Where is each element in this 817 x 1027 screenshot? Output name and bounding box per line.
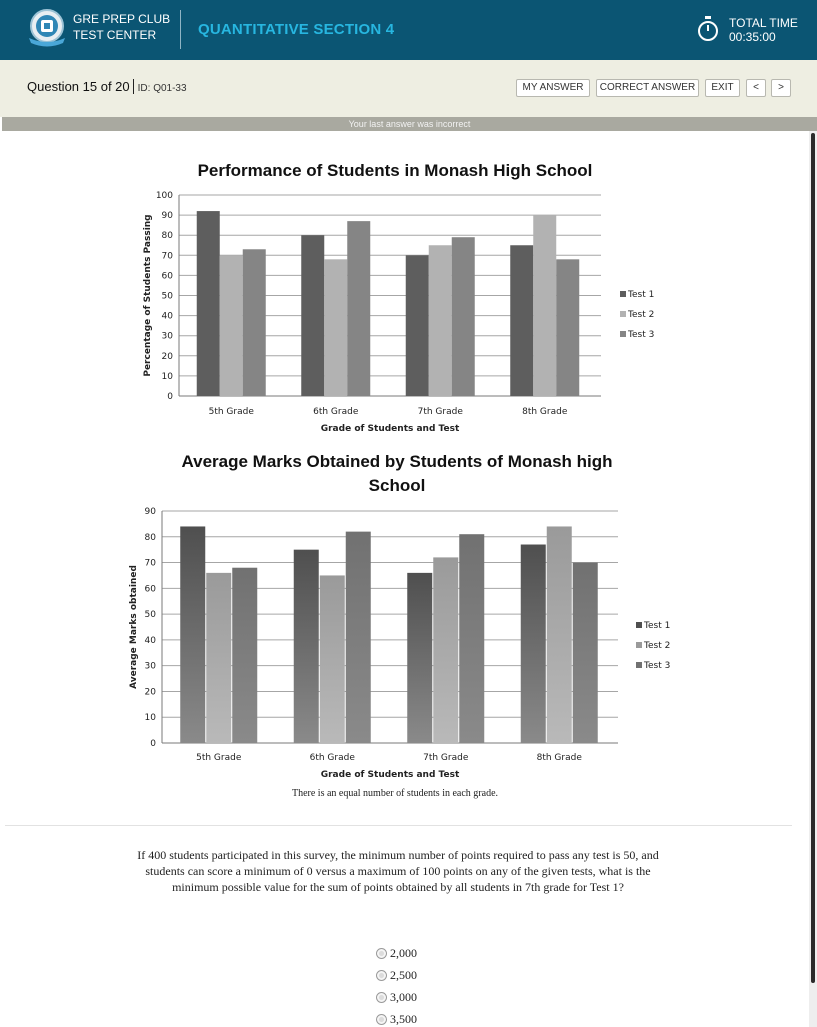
chart-1-bar-6th-grade-test-2 xyxy=(324,259,347,396)
chart-2-x-tick: 7th Grade xyxy=(423,753,469,763)
chart-2-legend-label-2: Test 2 xyxy=(644,641,671,651)
chart-2-legend-swatch-3 xyxy=(636,662,642,668)
choice-a[interactable] xyxy=(376,942,417,964)
choice-a-label: 2,000 xyxy=(390,945,417,960)
chart-2-bar-5th-grade-test-2 xyxy=(206,573,231,743)
exit-button[interactable]: EXIT xyxy=(705,79,740,97)
chart-1-x-tick: 5th Grade xyxy=(208,407,254,417)
chart-2-y-tick: 90 xyxy=(144,507,156,517)
chart-1-bar-5th-grade-test-2 xyxy=(220,255,243,396)
chart-2-y-tick: 10 xyxy=(144,713,156,724)
choice-d-label: 3,500 xyxy=(390,1011,417,1026)
chart-2-bar-7th-grade-test-2 xyxy=(433,557,458,743)
choice-b[interactable] xyxy=(376,964,417,986)
previous-button[interactable]: < xyxy=(746,79,766,97)
my-answer-button[interactable]: MY ANSWER xyxy=(516,79,590,97)
answer-feedback-banner: Your last answer was incorrect xyxy=(2,117,817,131)
chart-1-y-axis-label: Percentage of Students Passing xyxy=(143,214,153,377)
choice-c[interactable] xyxy=(376,986,417,1008)
chart-2-legend-swatch-2 xyxy=(636,642,642,648)
chart-2-y-axis-label: Average Marks obtained xyxy=(129,565,139,689)
chart-note: There is an equal number of students in each grade. xyxy=(291,788,499,799)
chart-1-bar-5th-grade-test-3 xyxy=(243,249,266,396)
chart-2-x-tick: 8th Grade xyxy=(536,753,582,763)
chart-1-bar-5th-grade-test-1 xyxy=(197,211,220,396)
chart-1-legend-label-2: Test 2 xyxy=(628,310,655,320)
question-number: Question 15 of 20 xyxy=(27,79,130,94)
chart-1-bar-6th-grade-test-3 xyxy=(347,221,370,396)
chart-1-y-tick: 70 xyxy=(161,251,173,262)
chart-2-title-line-2: School xyxy=(368,476,426,495)
total-time-label: TOTAL TIME xyxy=(729,16,798,30)
chart-1-bar-6th-grade-test-1 xyxy=(301,235,324,396)
vertical-scrollbar[interactable] xyxy=(809,131,817,1027)
chart-2-bar-8th-grade-test-3 xyxy=(573,563,598,743)
chart-1-y-tick: 60 xyxy=(161,271,173,282)
chart-2-bar-6th-grade-test-1 xyxy=(294,550,319,743)
chart-1-y-tick: 40 xyxy=(161,311,173,322)
choice-d[interactable] xyxy=(376,1008,417,1027)
section-divider xyxy=(5,825,792,826)
chart-1-y-tick: 100 xyxy=(155,191,173,201)
chart-2-y-tick: 0 xyxy=(150,739,156,749)
answer-choices xyxy=(376,942,417,1027)
question-id: ID: Q01-33 xyxy=(137,83,187,94)
chart-1-legend-swatch-2 xyxy=(620,311,626,317)
chart-2-bar-6th-grade-test-2 xyxy=(320,575,345,743)
chart-2-bar-5th-grade-test-1 xyxy=(180,526,205,743)
chart-1-title: Performance of Students in Monash High School xyxy=(197,161,593,180)
chart-1-x-tick: 6th Grade xyxy=(313,407,359,417)
chart-1-y-tick: 20 xyxy=(161,351,173,362)
chart-1-legend-label-1: Test 1 xyxy=(628,290,655,300)
question-text: If 400 students participated in this survey, the minimum number of points required to pass any test is 50, and students can score a minimum of 0 versus a maximum of 100 points on any of the given tests, what is the minimum possible value for the sum of points obtained by all students in 7th grade for Test 1? xyxy=(137,848,659,894)
brand-line-1: GRE PREP CLUB xyxy=(73,12,171,26)
chart-1-bar-7th-grade-test-3 xyxy=(452,237,475,396)
chart-1-bar-8th-grade-test-3 xyxy=(556,259,579,396)
chart-1-y-tick: 90 xyxy=(161,211,173,222)
chart-1-bar-8th-grade-test-2 xyxy=(533,215,556,396)
chart-1-y-tick: 10 xyxy=(161,371,173,382)
chart-2-legend-swatch-1 xyxy=(636,622,642,628)
chart-2-legend-label-1: Test 1 xyxy=(644,621,671,631)
chart-2-x-tick: 6th Grade xyxy=(309,753,355,763)
chart-2-y-tick: 70 xyxy=(144,558,156,569)
chart-1-bar-7th-grade-test-2 xyxy=(429,245,452,396)
chart-1-y-tick: 80 xyxy=(161,231,173,242)
chart-2-x-axis-label: Grade of Students and Test xyxy=(320,770,460,780)
brand-line-2: TEST CENTER xyxy=(73,28,157,42)
chart-2-bar-8th-grade-test-1 xyxy=(521,545,546,743)
chart-1-y-tick: 0 xyxy=(167,392,173,402)
chart-1-y-tick: 50 xyxy=(161,291,173,302)
chart-1-y-tick: 30 xyxy=(161,331,173,342)
chart-1-bar-8th-grade-test-1 xyxy=(510,245,533,396)
total-time-value: 00:35:00 xyxy=(729,30,776,44)
chart-1-x-tick: 8th Grade xyxy=(522,407,568,417)
radio-a[interactable] xyxy=(376,948,387,959)
chart-1-x-axis-label: Grade of Students and Test xyxy=(320,424,460,434)
chart-2-bar-6th-grade-test-3 xyxy=(346,532,371,743)
chart-2-y-tick: 80 xyxy=(144,532,156,543)
chart-2-y-tick: 30 xyxy=(144,661,156,672)
chart-2-y-tick: 20 xyxy=(144,687,156,698)
chart-2-bar-7th-grade-test-1 xyxy=(407,573,432,743)
chart-1-legend-swatch-3 xyxy=(620,331,626,337)
chart-2-y-tick: 50 xyxy=(144,610,156,621)
chart-1-legend-swatch-1 xyxy=(620,291,626,297)
chart-2-legend-label-3: Test 3 xyxy=(644,661,671,671)
chart-2-y-tick: 40 xyxy=(144,635,156,646)
correct-answer-button[interactable]: CORRECT ANSWER xyxy=(596,79,699,97)
scrollbar-thumb[interactable] xyxy=(811,133,815,983)
chart-1-bar-7th-grade-test-1 xyxy=(406,255,429,396)
chart-2-bar-8th-grade-test-2 xyxy=(547,526,572,743)
chart-2-bar-7th-grade-test-3 xyxy=(459,534,484,743)
chart-2-x-tick: 5th Grade xyxy=(196,753,242,763)
next-button[interactable]: > xyxy=(771,79,791,97)
section-title: QUANTITATIVE SECTION 4 xyxy=(198,21,395,38)
chart-2-bar-5th-grade-test-3 xyxy=(232,568,257,743)
chart-2-y-tick: 60 xyxy=(144,584,156,595)
radio-d[interactable] xyxy=(376,1014,387,1025)
chart-1-x-tick: 7th Grade xyxy=(417,407,463,417)
radio-b[interactable] xyxy=(376,970,387,981)
chart-2-title-line-1: Average Marks Obtained by Students of Monash high xyxy=(181,452,613,471)
chart-1-legend-label-3: Test 3 xyxy=(628,330,655,340)
choice-b-label: 2,500 xyxy=(390,967,417,982)
choice-c-label: 3,000 xyxy=(390,989,417,1004)
radio-c[interactable] xyxy=(376,992,387,1003)
